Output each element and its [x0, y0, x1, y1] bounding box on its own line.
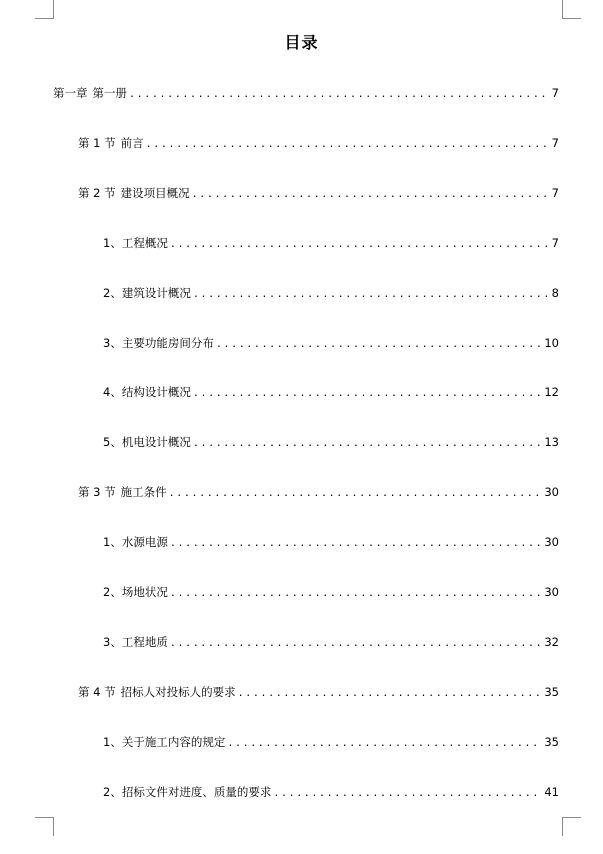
toc-entry[interactable]	[103, 434, 559, 452]
toc-dot-leader	[193, 386, 543, 402]
toc-dot-leader	[193, 287, 550, 303]
toc-dot-leader	[129, 87, 550, 103]
toc-entry-number: 第 2 节	[78, 185, 116, 200]
toc-entry-number: 5、	[103, 435, 122, 450]
toc-entry[interactable]	[78, 185, 559, 203]
toc-entry-page-number: 30	[544, 585, 559, 599]
toc-entry-label: 建筑设计概况	[121, 285, 191, 300]
toc-dot-leader	[170, 636, 543, 652]
toc-entry-page-number: 30	[544, 485, 559, 500]
toc-entry-number: 第 1 节	[78, 135, 116, 150]
toc-entry[interactable]	[78, 135, 559, 153]
toc-entry[interactable]	[103, 634, 559, 652]
toc-dot-leader	[170, 536, 543, 552]
toc-entry[interactable]	[78, 484, 559, 502]
toc-entry-number: 3、	[103, 634, 122, 649]
toc-entry-label: 工程概况	[121, 235, 168, 250]
toc-entry-label: 关于施工内容的规定	[121, 734, 226, 749]
toc-entry-label: 机电设计概况	[121, 435, 191, 450]
toc-dot-leader	[169, 486, 543, 502]
toc-dot-leader	[193, 436, 543, 452]
toc-entry-label: 招标人对投标人的要求	[120, 684, 236, 699]
toc-entry-page-number: 10	[544, 335, 559, 350]
toc-entry[interactable]	[78, 684, 559, 702]
toc-entry-number: 第 3 节	[78, 485, 116, 500]
toc-entry-page-number: 7	[551, 235, 559, 250]
toc-dot-leader	[227, 736, 542, 752]
toc-dot-leader	[170, 586, 543, 602]
toc-entry-label: 场地状况	[121, 585, 168, 599]
toc-entry-number: 第一章	[53, 86, 88, 100]
toc-dot-leader	[192, 187, 550, 203]
toc-dot-leader	[273, 786, 542, 802]
toc-entry-label: 建设项目概况	[120, 185, 190, 200]
toc-entry-page-number: 41	[544, 784, 559, 799]
toc-entry-label: 主要功能房间分布	[121, 335, 214, 350]
toc-entry-label: 水源电源	[121, 535, 168, 550]
toc-entry[interactable]	[103, 584, 559, 602]
toc-entry-label: 招标文件对进度、质量的要求	[121, 784, 272, 799]
toc-entry-label: 结构设计概况	[121, 385, 191, 400]
toc-entry-page-number: 7	[551, 86, 559, 100]
toc-entry-page-number: 35	[544, 734, 559, 749]
toc-dot-leader	[146, 137, 550, 153]
toc-entry-page-number: 12	[544, 385, 559, 400]
toc-entry-number: 1、	[103, 734, 122, 749]
toc-entry-label: 前言	[120, 135, 144, 150]
toc-entry[interactable]	[103, 534, 559, 552]
toc-entry-number: 2、	[103, 784, 122, 799]
toc-entry[interactable]	[103, 235, 559, 253]
toc-entry-page-number: 8	[551, 285, 559, 300]
toc-entry-page-number: 35	[544, 684, 559, 699]
toc-title: 目录	[284, 33, 319, 52]
toc-entry-page-number: 30	[544, 535, 559, 550]
toc-entry-number: 2、	[103, 285, 122, 300]
toc-entry-number: 2、	[103, 585, 122, 599]
toc-dot-leader	[170, 237, 550, 253]
toc-entry[interactable]	[103, 335, 559, 353]
toc-entry[interactable]	[103, 784, 559, 802]
toc-dot-leader	[238, 686, 543, 702]
toc-entry-label: 第一册	[92, 86, 127, 100]
toc-entry[interactable]	[103, 285, 559, 303]
toc-entry-page-number: 7	[551, 135, 559, 150]
toc-entry[interactable]	[103, 734, 559, 752]
toc-dot-leader	[216, 337, 543, 353]
toc-entry-label: 施工条件	[120, 485, 167, 500]
toc-entry-label: 工程地质	[121, 634, 168, 649]
toc-entry-number: 1、	[103, 535, 122, 550]
toc-entry-page-number: 32	[544, 634, 559, 649]
toc-entry-number: 1、	[103, 235, 122, 250]
toc-entry-number: 4、	[103, 385, 122, 400]
toc-entry[interactable]	[103, 384, 559, 402]
toc-entry-number: 3、	[103, 335, 122, 350]
toc-entry-page-number: 7	[551, 185, 559, 200]
toc-entry[interactable]	[53, 85, 559, 103]
toc-entry-number: 第 4 节	[78, 684, 116, 699]
toc-entry-page-number: 13	[544, 435, 559, 450]
